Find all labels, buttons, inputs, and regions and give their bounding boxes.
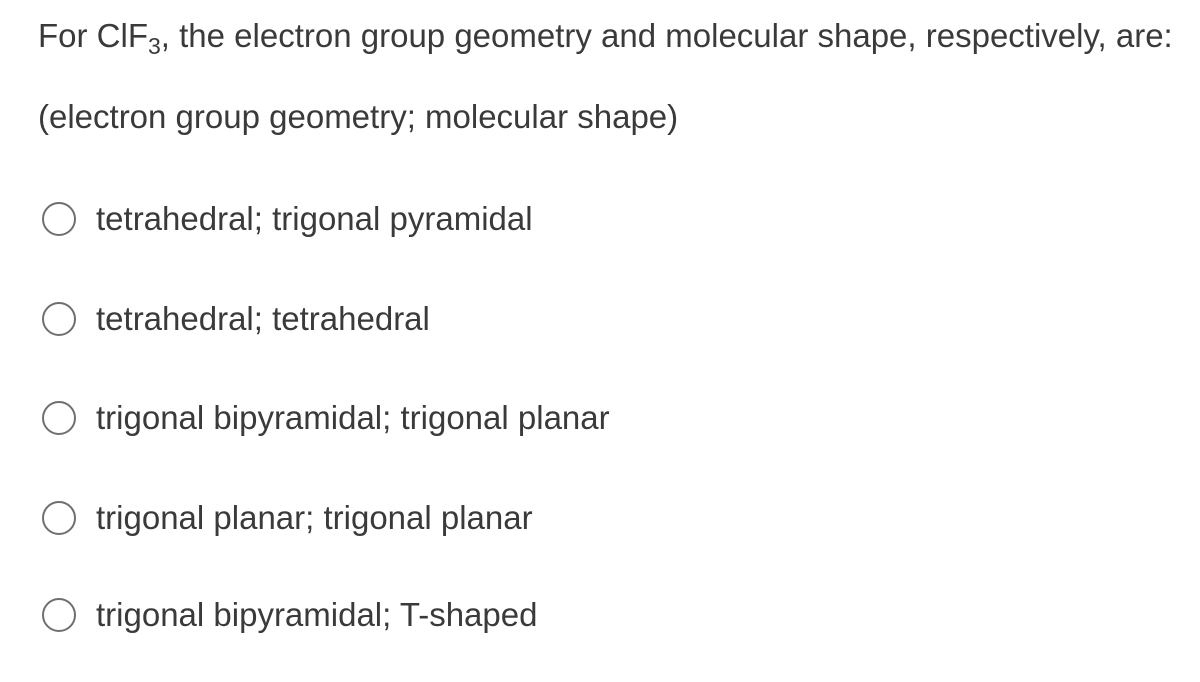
radio-button-icon[interactable] xyxy=(42,401,76,435)
answer-option[interactable] xyxy=(42,396,610,440)
answer-option[interactable] xyxy=(42,496,533,540)
answer-option-label: trigonal planar; trigonal planar xyxy=(96,499,533,536)
answer-option-label: tetrahedral; trigonal pyramidal xyxy=(96,200,533,237)
answer-option-label: trigonal bipyramidal; T-shaped xyxy=(96,596,538,633)
question-subscript: 3 xyxy=(148,33,161,59)
radio-button-icon[interactable] xyxy=(42,202,76,236)
answer-option[interactable] xyxy=(42,197,533,241)
answer-format-instruction: (electron group geometry; molecular shape) xyxy=(38,98,679,135)
radio-button-icon[interactable] xyxy=(42,501,76,535)
question-suffix: , the electron group geometry and molecular shape, respectively, are: xyxy=(160,17,1173,54)
radio-button-icon[interactable] xyxy=(42,598,76,632)
question-text xyxy=(38,14,1173,58)
answer-option-label: tetrahedral; tetrahedral xyxy=(96,300,430,337)
answer-option[interactable] xyxy=(42,297,430,341)
radio-button-icon[interactable] xyxy=(42,302,76,336)
answer-option-label: trigonal bipyramidal; trigonal planar xyxy=(96,399,610,436)
answer-option[interactable] xyxy=(42,593,537,637)
question-prefix: For ClF xyxy=(38,17,148,54)
